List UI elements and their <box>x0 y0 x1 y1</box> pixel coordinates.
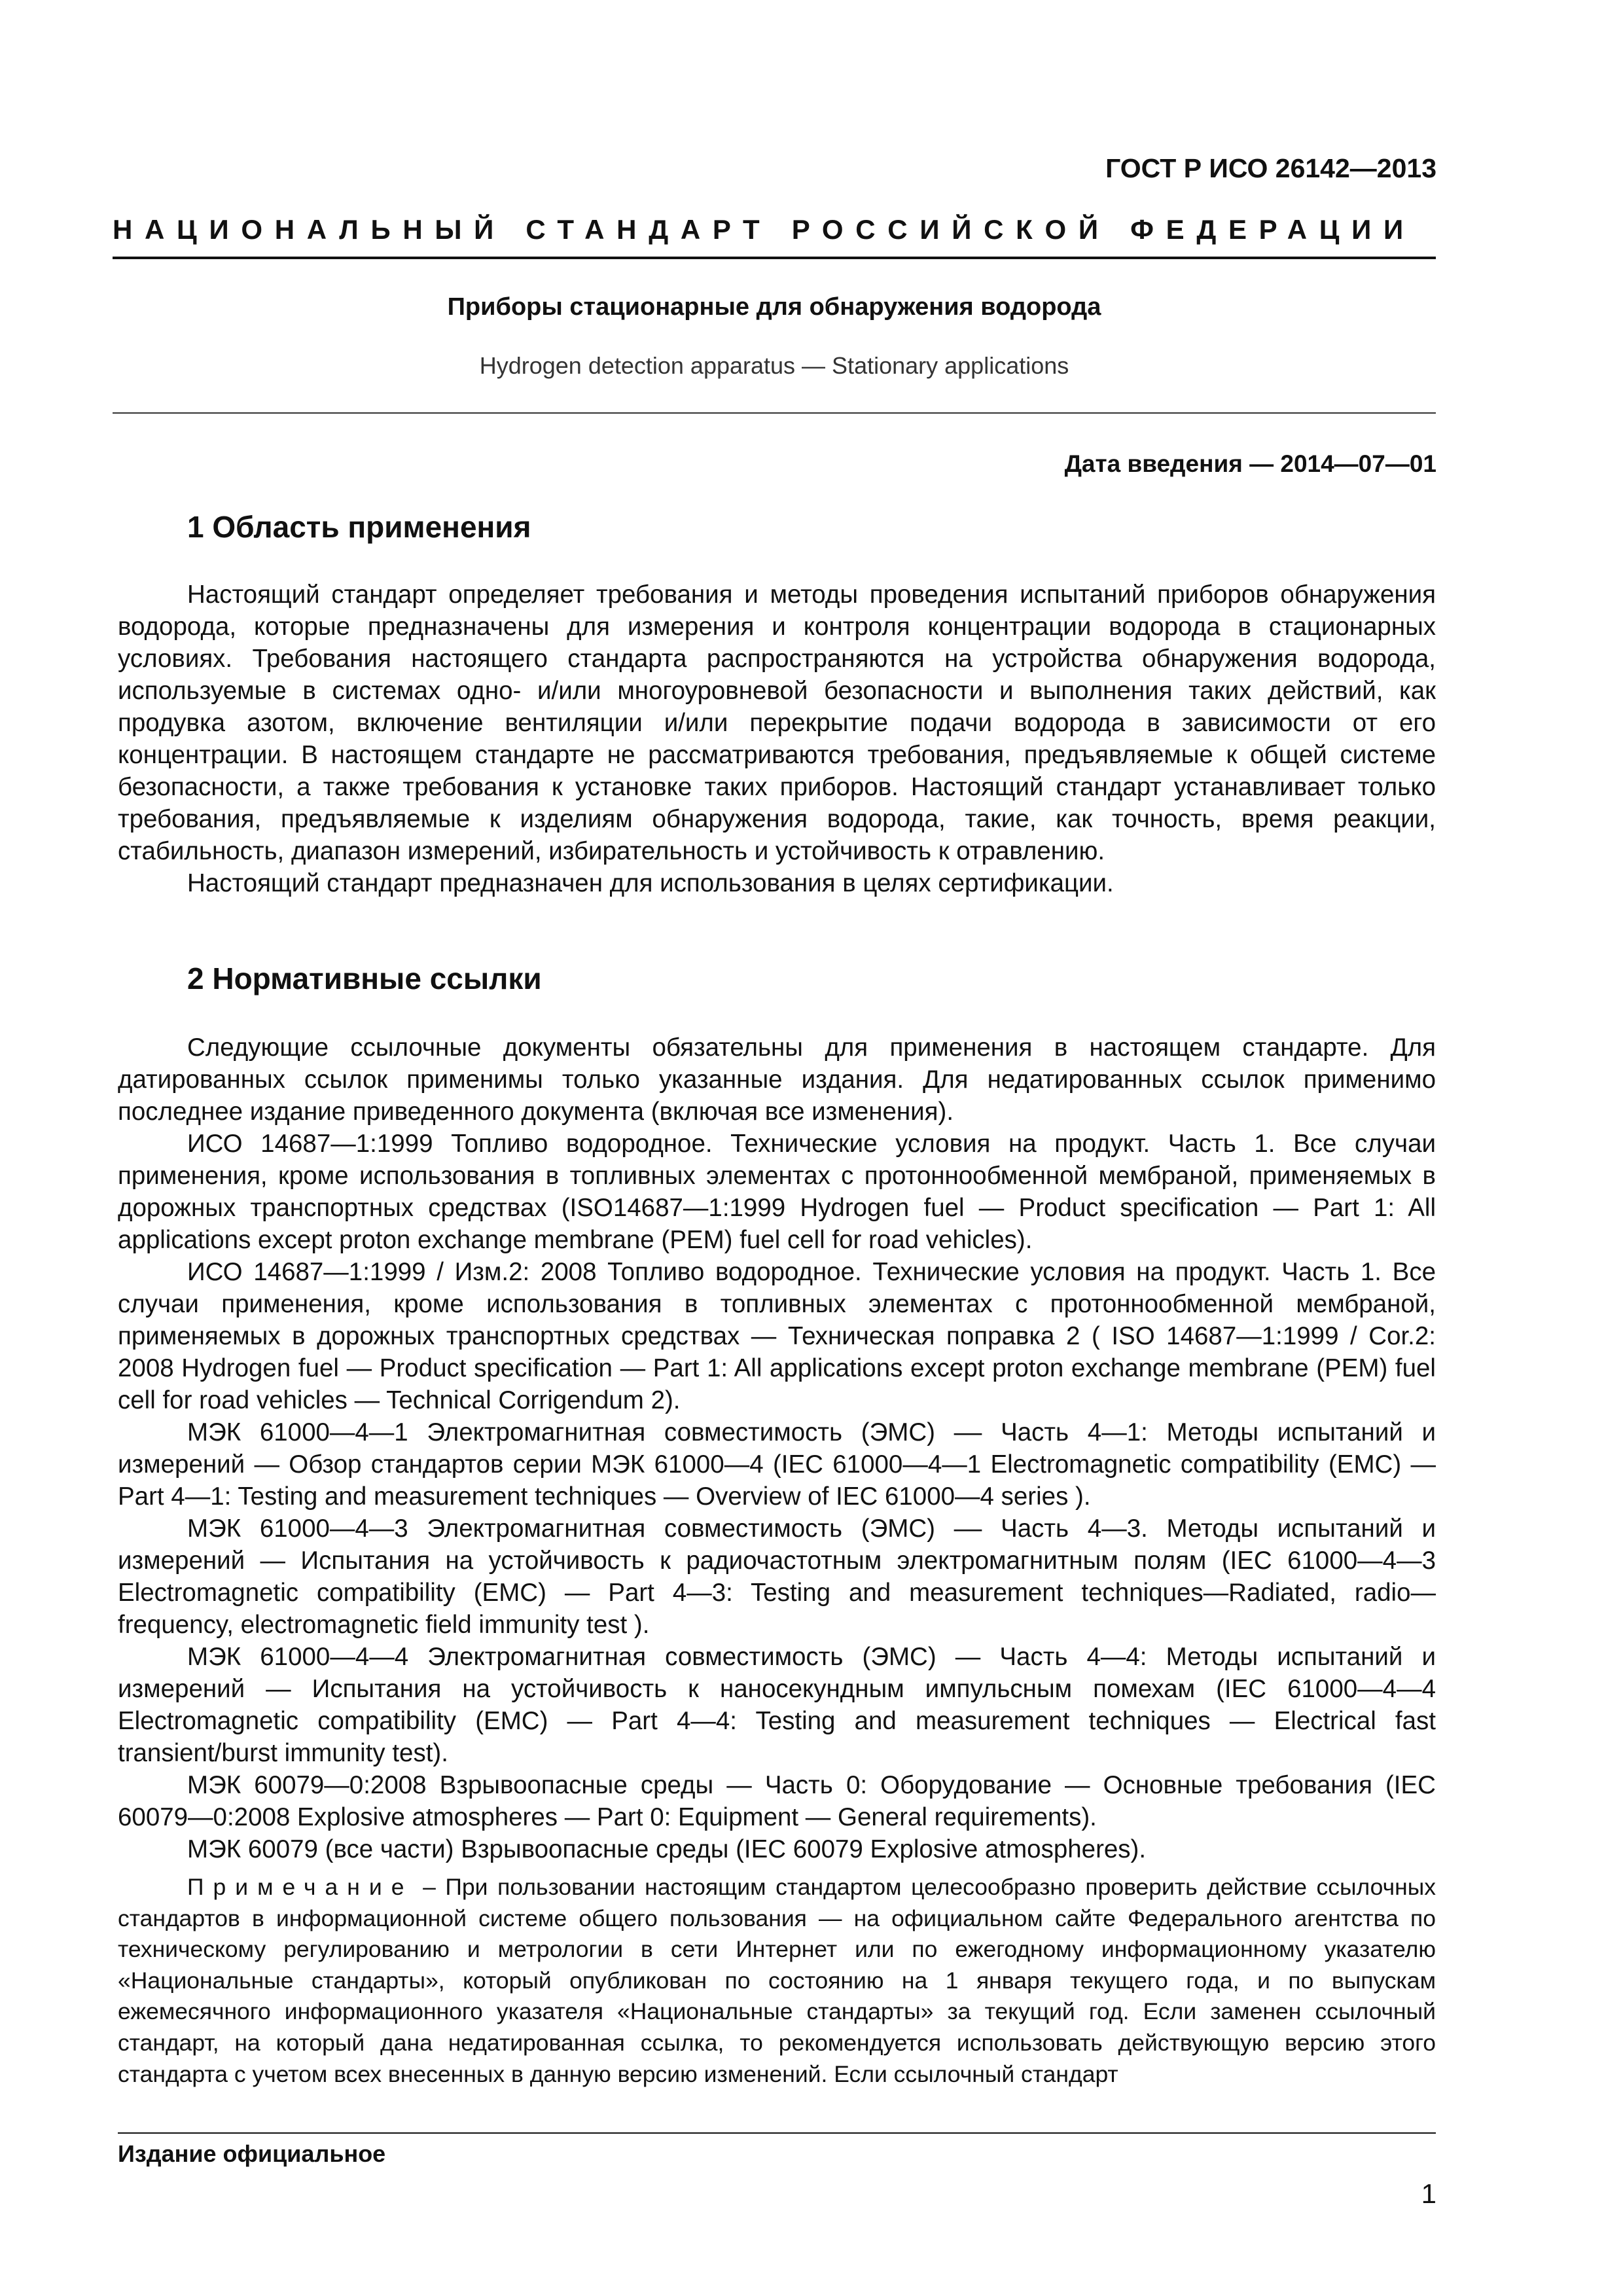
section-2-heading: 2 Нормативные ссылки <box>187 961 542 996</box>
reference-iec-61000-4-4: МЭК 61000—4—4 Электромагнитная совместимость (ЭМС) — Часть 4—4: Методы испытаний и измерений — Испытания на устойчивость к наносекундным импульсным помехам (IEC 61000—4—4 Electromagnetic compatibility (EMC) — Part 4—4: Testing and measurement techniques — Electrical fast transient/burst immunity test). <box>118 1643 1436 1767</box>
note-block <box>118 1872 1436 2124</box>
standard-code: ГОСТ Р ИСО 26142—2013 <box>1105 153 1436 183</box>
national-standard-banner: НАЦИОНАЛЬНЫЙ СТАНДАРТ РОССИЙСКОЙ ФЕДЕРАЦИИ <box>113 214 1416 245</box>
section-1-heading: 1 Область применения <box>187 510 531 544</box>
edition-label: Издание официальное <box>118 2140 386 2167</box>
document-title-english: Hydrogen detection apparatus — Stationary applications <box>479 352 1069 379</box>
reference-iso-14687-1: ИСО 14687—1:1999 Топливо водородное. Технические условия на продукт. Часть 1. Все случаи применения, кроме использования в топливных элементах с протоннообменной мембраной, применяемых в дорожных транспортных средствах (ISO14687—1:1999 Hydrogen fuel — Product specification — Part 1: All applications except proton exchange membrane (PEM) fuel cell for road vehicles). <box>118 1130 1436 1254</box>
introduction-date: Дата введения — 2014—07—01 <box>1064 450 1436 477</box>
note-label: Примечание <box>187 1874 414 1900</box>
title-rule <box>113 412 1436 414</box>
reference-iso-14687-1-amd2: ИСО 14687—1:1999 / Изм.2: 2008 Топливо водородное. Технические условия на продукт. Часть 1. Все случаи применения, кроме использования в топливных элементах с протоннообменной мембраной, применяемых в дорожных транспортных средствах — Техническая поправка 2 ( ISO 14687—1:1999 / Cor.2: 2008 Hydrogen fuel — Product specification — Part 1: All applications except proton exchange membrane (PEM) fuel cell for road vehicles — Technical Corrigendum 2). <box>118 1258 1436 1414</box>
reference-paragraph: Следующие ссылочные документы обязательны для применения в настоящем стандарте. Для датированных ссылок применимы только указанные издания. Для недатированных ссылок применимо последнее издание приведенного документа (включая все изменения). <box>118 1033 1436 1126</box>
section-1-body <box>118 579 1436 899</box>
document-title: Приборы стационарные для обнаружения водорода <box>447 293 1101 321</box>
section-2-body <box>118 1031 1436 1865</box>
reference-iec-61000-4-1: МЭК 61000—4—1 Электромагнитная совместимость (ЭМС) –– Часть 4—1: Методы испытаний и измерений — Обзор стандартов серии МЭК 61000—4 (IEC 61000—4—1 Electromagnetic compatibility (EMC) — Part 4—1: Testing and measurement techniques — Overview of IEC 61000—4 series ). <box>118 1418 1436 1511</box>
reference-iec-60079-0: МЭК 60079—0:2008 Взрывоопасные среды — Часть 0: Оборудование — Основные требования (IEC 60079—0:2008 Explosive atmospheres — Part 0: Equipment — General requirements). <box>118 1771 1436 1831</box>
page-number: 1 <box>1421 2178 1436 2209</box>
footer-rule <box>118 2132 1436 2134</box>
section-1-paragraph: Настоящий стандарт предназначен для использования в целях сертификации. <box>187 869 1114 897</box>
reference-iec-60079: МЭК 60079 (все части) Взрывоопасные среды (IEC 60079 Explosive atmospheres). <box>187 1835 1147 1863</box>
note-text: – При пользовании настоящим стандартом целесообразно проверить действие ссылочных стандартов в информационной системе общего пользования — на официальном сайте Федерального агентства по техническому регулированию и метрологии в сети Интернет или по ежегодному информационному указателю «Национальные стандарты», который опубликован по состоянию на 1 января текущего года, и по выпускам ежемесячного информационного указателя «Национальные стандарты» за текущий год. Если заменен ссылочный стандарт, на который дана недатированная ссылка, то рекомендуется использовать действующую версию этого стандарта с учетом всех внесенных в данную версию изменений. Если ссылочный стандарт <box>118 1874 1436 2087</box>
reference-iec-61000-4-3: МЭК 61000—4—3 Электромагнитная совместимость (ЭМС) –– Часть 4—3. Методы испытаний и измерений — Испытания на устойчивость к радиочастотным электромагнитным полям (IEC 61000—4—3 Electromagnetic compatibility (EMC) — Part 4—3: Testing and measurement techniques—Radiated, radio—frequency, electromagnetic field immunity test ). <box>118 1515 1436 1639</box>
section-1-paragraph: Настоящий стандарт определяет требования и методы проведения испытаний приборов обнаружения водорода, которые предназначены для измерения и контроля концентрации водорода в стационарных условиях. Требования настоящего стандарта распространяются на устройства обнаружения водорода, используемые в системах одно- и/или многоуровневой безопасности и выполнения таких действий, как продувка азотом, включение вентиляции и/или перекрытие подачи водорода в зависимости от его концентрации. В настоящем стандарте не рассматриваются требования, предъявляемые к общей системе безопасности, а также требования к установке таких приборов. Настоящий стандарт устанавливает только требования, предъявляемые к изделиям обнаружения водорода, такие, как точность, время реакции, стабильность, диапазон измерений, избирательность и устойчивость к отравлению. <box>118 581 1436 865</box>
header-rule <box>113 257 1436 259</box>
